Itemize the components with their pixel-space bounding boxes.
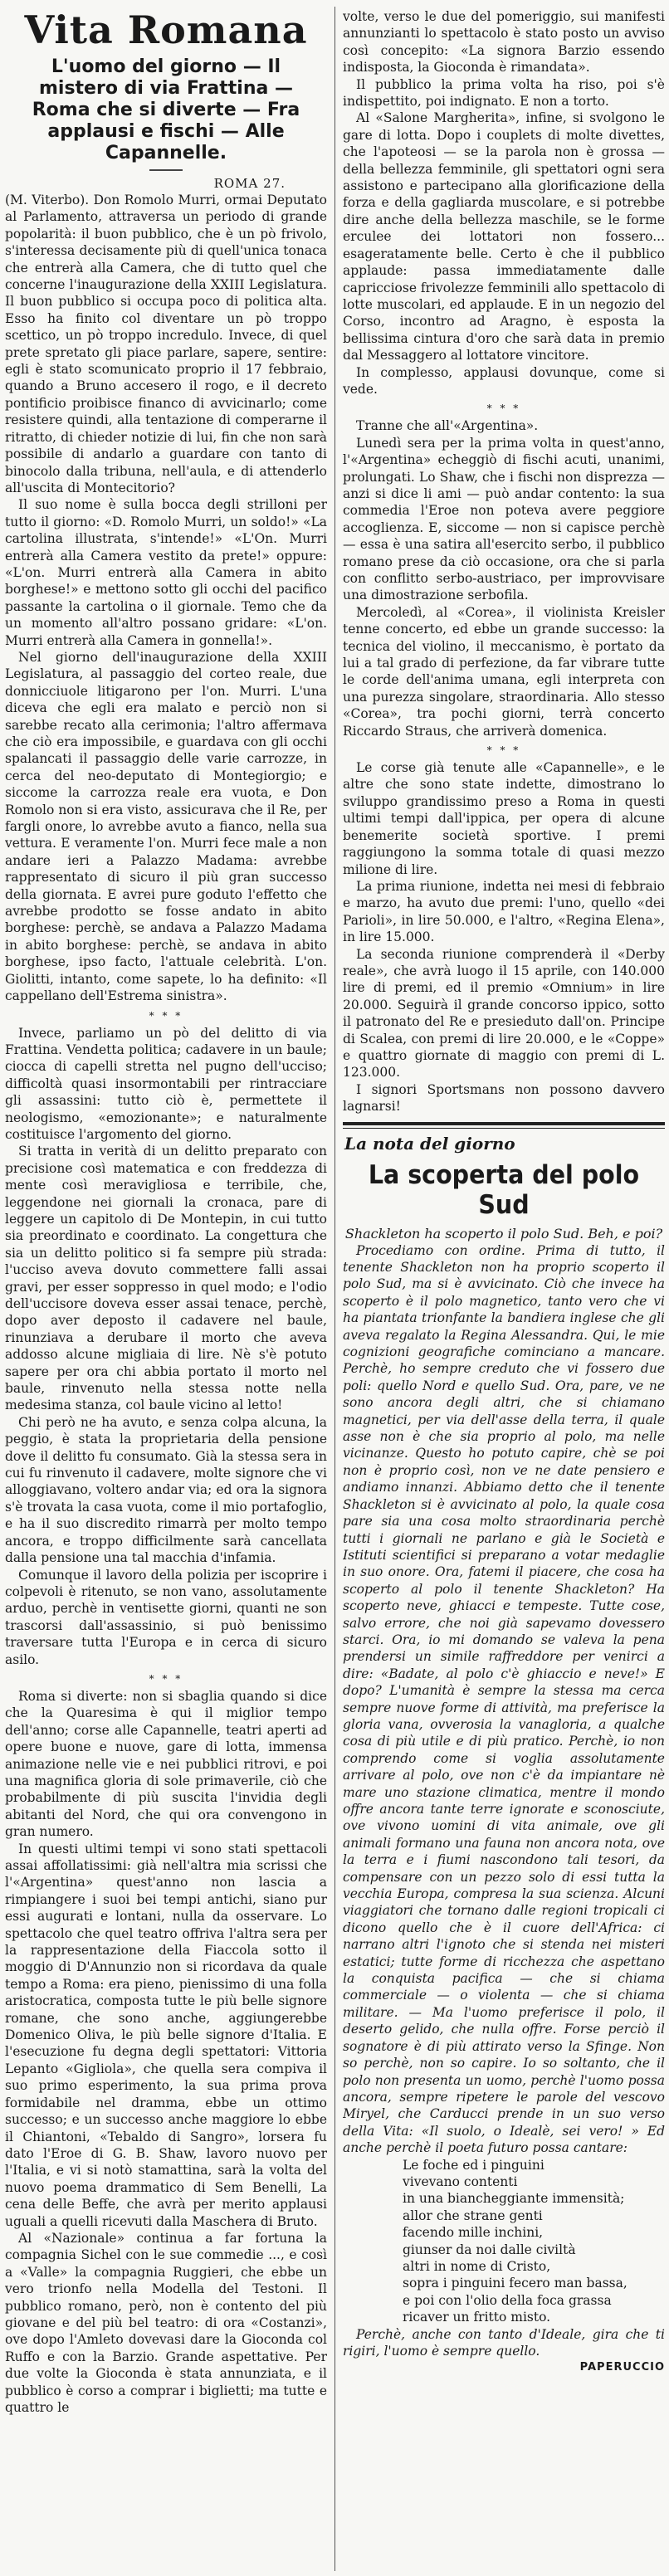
paragraph: Si tratta in verità di un delitto preparato con precisione così matematica e con freddezza di mente così meravigliosa e terribile, che, leggendone nei giornali la cronaca, pare di leggere un capitolo di De Montepin, in cui tutto sia preordinato e coordinato. La congettura che sia un delitto politico si fa sempre più strada: l'ucciso aveva dovuto commettere falli assai gravi, per esser soppresso in quel modo; e l'odio dell'uccisore doveva esser assai tenace, perchè, dopo aver deposto il cadavere nel baule, rinunziava a derubare il morto che aveva addosso alcune migliaia di lire. Nè s'è potuto sapere per ora chi abbia portato il morto nel baule, rinvenuto nella stessa notte nella medesima stanza, col baule vicino al letto!: [5, 1144, 327, 1413]
paragraph: Procediamo con ordine. Prima di tutto, il tenente Shackleton non ha proprio scoperto il polo Sud, ma si è avvicinato. Ciò che invece ha scoperto è il polo magnetico, tanto vero che vi ha piantata trionfante la bandiera inglese che gli aveva regalato la Regina Alessandra. Qui, le mie cognizioni geografiche cominciano a mancare. Perchè, ho sempre creduto che vi fossero due poli: quello Nord e quello Sud. Ora, pare, ve ne sono ancora degli altri, che si chiamano magnetici, per via dell'asse della terra, il quale asse non è che sia proprio al polo, ma nelle vicinanze. Questo ho potuto capire, chè se poi non è proprio così, non ve ne date pensiero e andiamo innanzi. Abbiamo detto che il tenente Shackleton si è avvicinato al polo, la quale cosa pare sia una cosa molto straordinaria perchè tutti i giornali ne parlano e già le Società e Istituti scientifici si preparano a votar medaglie in suo onore. Ora, fatemi il piacere, che cosa ha scoperto al polo il tenente Shackleton? Ha scoperto neve, ghiacci e tempeste. Tutte cose, salvo errore, che noi già sapevamo dovessero starci. Ora, io mi domando se valeva la pena prendersi un simile raffreddore per venirci a dire: «Badate, al polo c'è ghiaccio e neve!» E dopo? L'umanità è sempre la stessa ma cerca sempre nuove forme di attività, ma preferisce la gloria vana, ovverosia la vanagloria, a qualche cosa di più utile e di più pratico. Perchè, io non comprendo come si voglia assolutamente arrivare al polo, ove non c'è da impiantare nè mare uno stazione climatica, mentre il mondo offre ancora tante terre ignorate e sconosciute, ove vivono uomini di vita animale, ove gli animali formano una fauna non ancora nota, ove la terra e i fiumi nascondono tali tesori, da compensare con un pezzo solo di essi tutta la vecchia Europa, compresa la sua scienza. Alcuni viaggiatori che tornano dalle regioni tropicali ci dicono quello che è il cuore dell'Africa: ci narrano altri l'ignoto che si stenda nei misteri estatici; tutte forme di ricchezza che aspettano la conquista pacifica — che si chiama commerciale — o violenta — che si chiama militare. — Ma l'uomo preferisce il polo, il deserto gelido, che nulla offre. Forse perciò il sognatore è di più attirato verso la Sfinge. Non so perchè, non so capire. Io so soltanto, che il polo non presenta un uomo, perchè l'uomo possa ancora, sempre ripetere le parole del vescovo Miryel, che Carducci prende in un suo verso della Vita: «Il suolo, o Idealè, sei vero! » Ed anche perchè il poeta futuro possa cantare:: [343, 1242, 665, 2156]
poem-line: sopra i pinguini fecero man bassa,: [403, 2276, 627, 2291]
paragraph: Mercoledì, al «Corea», il violinista Kreisler tenne concerto, ed ebbe un grande successo: la tecnica del violino, il meccanismo, è portato da lui a tal grado di perfezione, da far vibrare tutte le corde dell'anima umana, egli interpreta con una purezza singolare, straordinaria. Allo stesso «Corea», tra pochi giorni, terrà concerto Riccardo Straus, che arriverà domenica.: [343, 604, 665, 739]
paragraph: In complesso, applausi dovunque, come si vede.: [343, 364, 665, 397]
paragraph: Il pubblico la prima volta ha riso, poi s'è indispettito, poi indignato. E non a torto.: [343, 76, 665, 110]
column-divider: [334, 7, 335, 2571]
poem-line: vivevano contenti: [403, 2174, 518, 2189]
article-lead: Shackleton ha scoperto il polo Sud. Beh, e poi?: [344, 1225, 663, 1242]
poem-line: in una biancheggiante immensità;: [403, 2191, 625, 2207]
dateline: ROMA 27.: [213, 176, 286, 191]
paragraph: Nel giorno dell'inaugurazione della XXIII Legislatura, al passaggio del corteo reale, due donnicciuole litigarono per l'on. Murri. L'una diceva che egli era malato e perciò non si sarebbe recato alla cerimonia; l'altro affermava che ciò era impossibile, e guardava con gli occhi spalancati il passaggio delle varie carrozze, in cerca del neo-deputato di Montegiorgio; e siccome la carrozza reale era vuota, e Don Romolo non si era visto, assicurava che il Re, per fargli onore, lo avrebbe avuto a fianco, nella sua vettura. E veramente l'on. Murri fece male a non andare ieri a Palazzo Madama: avrebbe rappresentato di sicuro il più gran successo della giornata. E avrei pure goduto l'effetto che avrebbe prodotto se fosse andato in abito borghese: perchè, se andava a Palazzo Madama in abito borghese: perchè, se andava in abito borghese, ipso facto, l'attuale celebrità. L'on. Giolitti, intanto, come sapete, lo ha definito: «Il cappellano dell'Estrema sinistra».: [5, 649, 327, 1004]
author-signature: PAPERUCCIO: [579, 2361, 665, 2374]
poem-line: Le foche ed i pinguini: [403, 2157, 544, 2173]
paragraph: Al «Nazionale» continua a far fortuna la compagnia Sichel con le sue commedie ..., e così a «Valle» la compagnia Ruggieri, che ebbe un vero trionfo nella Modella del Testoni. Il pubblico romano, però, non è contento del più giovane e del più bel teatro: di ora «Costanzi», ove dopo l'Amleto dovevasi dare la Gioconda col Ruffo e con la Barzio. Grande aspettative. Per due volte la Gioconda è stata annunziata, e il pubblico è corso a comprar i biglietti; ma tutte e quattro le: [5, 2230, 327, 2415]
poem-line: allor che strane genti: [403, 2208, 543, 2223]
paragraph: Invece, parliamo un pò del delitto di via Frattina. Vendetta politica; cadavere in un baule; ciocca di capelli stretta nel pugno dell'ucciso; difficoltà quasi insormontabili per rintracciare gli assassini: tutto ciò è, permettete il neologismo, «emozionante»; e naturalmente costituisce l'argomento del giorno.: [5, 1025, 327, 1142]
paragraph: volte, verso le due del pomeriggio, sui manifesti annunzianti lo spettacolo è stato posto un avviso così concepito: «La signora Barzio essendo indisposta, la Gioconda è rimandata».: [343, 9, 665, 76]
poem-line: ricaver un fritto misto.: [403, 2310, 551, 2325]
section-separator: * * *: [486, 744, 521, 757]
left-column: [5, 8, 327, 2568]
paragraph: La seconda riunione comprenderà il «Derby reale», che avrà luogo il 15 aprile, con 140.000 lire di premi, ed il premio «Omnium» in lire 20.000. Seguirà il grande concorso ippico, sotto il patronato del Re e presieduto dall'on. Principe di Scalea, con premi di lire 20.000, e le «Coppe» e quattro giornate di maggio con premi di L. 123.000.: [343, 946, 665, 1081]
article-title: La scoperta del polo Sud: [368, 1159, 640, 1220]
section-separator: * * *: [149, 1009, 183, 1022]
headline-divider: [149, 169, 183, 171]
poem-line: facendo mille inchini,: [403, 2225, 544, 2241]
paragraph: Chi però ne ha avuto, e senza colpa alcuna, la peggio, è stata la proprietaria della pensione dove il delitto fu consumato. Già la stessa sera in cui fu rinvenuto il cadavere, molte signore che vi alloggiavano, voltero andar via; ed ora la signora s'è trovata la casa vuota, come il mio portafoglio, e ha il suo discredito rimarrà per molto tempo ancora, e troppo difficilmente sarà cancellata dalla pensione una tal macchia d'infamia.: [5, 1414, 327, 1566]
paragraph: Lunedì sera per la prima volta in quest'anno, l'«Argentina» echeggiò di fischi acuti, unanimi, prolungati. Lo Shaw, che i fischi non disprezza — anzi si dice li ami — può andar contento: la sua commedia l'Eroe non poteva avere peggiore accoglienza. E, siccome — non si capisce perchè — essa è una satira all'esercito serbo, il pubblico romano prese da ciò occasione, ora che si parla con conflitto serbo-austriaco, per improvvisare una dimostrazione serbofila.: [343, 435, 665, 603]
paragraph: Le corse già tenute alle «Capannelle», e le altre che sono state indette, dimostrano lo sviluppo grandissimo preso a Roma in questi ultimi tempi dall'ippica, per opera di alcune benemerite società sportive. I premi raggiungono la somma totale di quasi mezzo milione di lire.: [343, 760, 665, 877]
paragraph: La prima riunione, indetta nei mesi di febbraio e marzo, ha avuto due premi: l'uno, quello «dei Parioli», in lire 50.000, e l'altro, «Regina Elena», in lire 15.000.: [343, 878, 665, 945]
paragraph: Il suo nome è sulla bocca degli strilloni per tutto il giorno: «D. Romolo Murri, un soldo!» «La cartolina illustrata, s'intende!» «L'On. Murri entrerà alla Camera vestito da prete!» oppure: «L'on. Murri entrerà alla Camera in abito borghese!» e mettono sotto gli occhi del pacifico passante la cartolina o il giornale. Temo che da un momento all'altro possano gridare: «L'on. Murri entrerà alla Camera in gonnella!».: [5, 497, 327, 648]
headline-summary: L'uomo del giorno — Il mistero di via Frattina — Roma che si diverte — Fra applausi e fischi — Alle Capannelle.: [32, 56, 300, 163]
paragraph: (M. Viterbo). Don Romolo Murri, ormai Deputato al Parlamento, attraversa un periodo di grande popolarità: il buon pubblico, che è un pò frivolo, s'interessa decisamente più di quell'unica tonaca che entrerà alla Camera, che di tutto quel che concerne l'inaugurazione della XXIII Legislatura. Il buon pubblico si occupa poco di politica alta. Esso ha finito col diventare un pò troppo scettico, un pò troppo incredulo. Invece, di quel prete spretato gli piace parlare, sapere, sentire: egli è stato scomunicato proprio il 17 febbraio, quando a Bruno accesero il rogo, e il decreto pontificio proibisce financo di avvicinarlo; come resistere quindi, alla tentazione di comperarne il ritratto, di chieder notizie di lui, fin che non sarà possibile di andarlo a guardare con tanto di binocolo dalla tribuna, nell'aula, e di attenderlo all'uscita di Montecitorio?: [5, 193, 327, 495]
paragraph: I signori Sportsmans non possono davvero lagnarsi!: [343, 1081, 665, 1115]
closing-paragraph: Perchè, anche con tanto d'Ideale, gira che ti rigiri, l'uomo è sempre quello.: [343, 2326, 665, 2359]
section-separator: * * *: [149, 1672, 183, 1685]
section-separator: * * *: [486, 402, 521, 415]
poem-line: altri in nome di Cristo,: [403, 2258, 551, 2274]
poem-line: giunser da noi dalle civiltà: [403, 2242, 576, 2257]
page-title: Vita Romana: [24, 8, 308, 52]
paragraph: Comunque il lavoro della polizia per iscoprire i colpevoli è ritenuto, se non vano, assolutamente arduo, perchè in ventisette giorni, quanti ne son trascorsi dall'assassinio, si può benissimo traversare tutta l'Europa e in cerca di sicuro asilo.: [5, 1567, 327, 1667]
paragraph: Roma si diverte: non si sbaglia quando si dice che la Quaresima è qui il miglior tempo dell'anno; corse alle Capannelle, teatri aperti ad opere buone e nuove, gare di lotta, immensa animazione nelle vie e nei pubblici ritrovi, e poi una magnifica gloria di sole primaverile, ciò che probabilmente di più suscita l'invidia degli abitanti del Nord, che qui ora convengono in gran numero.: [5, 1688, 327, 1840]
section-rule: [343, 1122, 665, 1125]
right-column: [343, 8, 665, 2568]
paragraph: In questi ultimi tempi vi sono stati spettacoli assai affollatissimi: già nell'altra mia scrissi che l'«Argentina» quest'anno non lascia a rimpiangere i suoi bei tempi antichi, siano pur essi augurati e lontani, nulla da osservare. Lo spettacolo che quel teatro offriva l'altra sera per la rappresentazione della Fiaccola sotto il moggio di D'Annunzio non si ricordava da quale tempo a Roma: era pieno, pienissimo di una folla aristocratica, composta tutte le più belle signore romane, che sono anche, aggiungerebbe Domenico Oliva, le più belle signore d'Italia. E l'esecuzione fu degna degli spettatori: Vittoria Lepanto «Gigliola», che quella sera compiva il suo primo esperimento, la sua prima prova formidabile nel dramma, ebbe un ottimo successo; e un successo anche maggiore lo ebbe il Chiantoni, «Tebaldo di Sangro», lorsera fu dato l'Eroe di G. B. Shaw, lavoro nuovo per l'Italia, e vi si notò stamattina, sarà la volta del nuovo poema drammatico di Sem Benelli, La cena delle Beffe, che avrà per merito applausi uguali a quelli ricevuti dalla Maschera di Bruto.: [5, 1841, 327, 2229]
column-rubric: La nota del giorno: [344, 1133, 515, 1154]
paragraph: Al «Salone Margherita», infine, si svolgono le gare di lotta. Dopo i couplets di molte divettes, che l'apoteosi — se la parola non è grossa — della bellezza femminile, gli spettatori ogni sera assistono e partecipano alla glorificazione della forza e della gagliarda muscolare, e si potrebbe dire anche della bellezza maschile, se le forme erculee dei lottatori non fossero... esageratamente belle. Certo è che il pubblico applaude: passa immediatamente dalle capricciose frivolezze femminili allo spettacolo di lotte muscolari, ed applaude. E in un negozio del Corso, incontro ad Aragno, è esposta la bellissima cintura d'oro che sarà data in premio dal Messaggero al lottatore vincitore.: [343, 110, 665, 363]
poem-line: e poi con l'olio della foca grassa: [403, 2292, 612, 2308]
section-rule-thin: [343, 1128, 665, 1129]
paragraph: Tranne che all'«Argentina».: [356, 418, 539, 434]
poem: [343, 2157, 665, 2326]
